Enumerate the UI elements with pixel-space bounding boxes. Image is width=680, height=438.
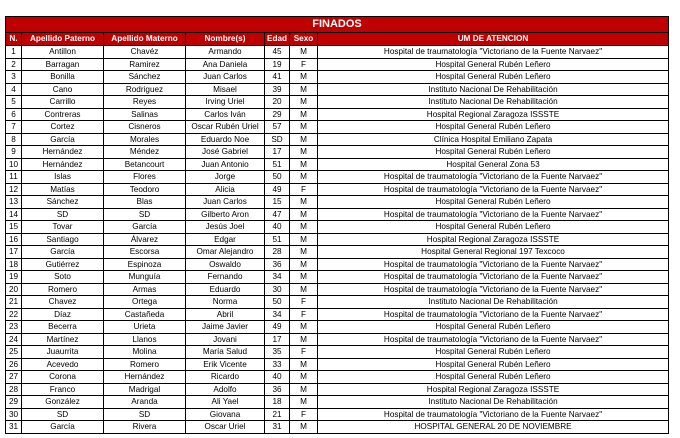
table-row (6, 96, 669, 109)
table-row (6, 358, 669, 371)
row-number: 21 (6, 296, 22, 309)
nombres-cell: Eduardo (186, 283, 265, 296)
table-row (6, 83, 669, 96)
row-number: 20 (6, 283, 22, 296)
table-row (6, 258, 669, 271)
apellido-materno-cell: Blas (104, 196, 186, 209)
table-row (6, 221, 669, 234)
sexo-cell: F (290, 58, 318, 71)
row-number: 30 (6, 408, 22, 421)
table-row (6, 333, 669, 346)
table-row (6, 396, 669, 409)
edad-cell: 47 (265, 208, 290, 221)
table-row (6, 208, 669, 221)
um-atencion-cell: Hospital General Rubén Leñero (318, 121, 669, 134)
sexo-cell: M (290, 121, 318, 134)
apellido-materno-cell: SD (104, 208, 186, 221)
nombres-cell: Erik Vicente (186, 358, 265, 371)
um-atencion-cell: Hospital de traumatología "Victoriano de la Fuente Narvaez" (318, 271, 669, 284)
table-body (6, 46, 669, 434)
sexo-cell: M (290, 196, 318, 209)
apellido-materno-cell: Rodriguez (104, 83, 186, 96)
edad-cell: 40 (265, 221, 290, 234)
sexo-cell: M (290, 271, 318, 284)
nombres-cell: Juan Antonio (186, 158, 265, 171)
sexo-cell: M (290, 221, 318, 234)
nombres-cell: Irving Uriel (186, 96, 265, 109)
apellido-paterno-cell: Cortez (22, 121, 104, 134)
um-atencion-cell: Hospital General Zona 53 (318, 158, 669, 171)
apellido-paterno-cell: SD (22, 408, 104, 421)
um-atencion-cell: Hospital General Rubén Leñero (318, 371, 669, 384)
table-row (6, 321, 669, 334)
sexo-cell: M (290, 46, 318, 59)
nombres-cell: Jovani (186, 333, 265, 346)
nombres-cell: Alicia (186, 183, 265, 196)
nombres-cell: Giovana (186, 408, 265, 421)
apellido-materno-cell: Méndez (104, 146, 186, 159)
apellido-materno-cell: Sánchez (104, 71, 186, 84)
apellido-paterno-cell: Barragan (22, 58, 104, 71)
apellido-materno-cell: Madrigal (104, 383, 186, 396)
apellido-paterno-cell: Juaurrita (22, 346, 104, 359)
edad-cell: 15 (265, 196, 290, 209)
nombres-cell: Juan Carlos (186, 71, 265, 84)
table-title: FINADOS (6, 17, 669, 33)
edad-cell: 30 (265, 283, 290, 296)
um-atencion-cell: Hospital de traumatología "Victoriano de la Fuente Narvaez" (318, 46, 669, 59)
apellido-paterno-cell: Matías (22, 183, 104, 196)
um-atencion-cell: Hospital de traumatología "Victoriano de la Fuente Narvaez" (318, 408, 669, 421)
table-row (6, 58, 669, 71)
nombres-cell: Ricardo (186, 371, 265, 384)
apellido-paterno-cell: González (22, 396, 104, 409)
row-number: 17 (6, 246, 22, 259)
table-row (6, 71, 669, 84)
apellido-materno-cell: Álvarez (104, 233, 186, 246)
sexo-cell: M (290, 133, 318, 146)
apellido-materno-cell: Teodoro (104, 183, 186, 196)
row-number: 15 (6, 221, 22, 234)
apellido-paterno-cell: Romero (22, 283, 104, 296)
edad-cell: 17 (265, 146, 290, 159)
nombres-cell: Oscar Uriel (186, 421, 265, 434)
um-atencion-cell: Hospital de traumatología "Victoriano de la Fuente Narvaez" (318, 258, 669, 271)
nombres-cell: Norma (186, 296, 265, 309)
sexo-cell: M (290, 283, 318, 296)
col-header-um-atencion: UM DE ATENCION (318, 33, 669, 46)
sexo-cell: M (290, 321, 318, 334)
sexo-cell: M (290, 383, 318, 396)
table-row (6, 133, 669, 146)
sexo-cell: F (290, 346, 318, 359)
table-row (6, 158, 669, 171)
col-header-apellido-paterno: Apellido Paterno (22, 33, 104, 46)
apellido-materno-cell: Espinoza (104, 258, 186, 271)
apellido-paterno-cell: Soto (22, 271, 104, 284)
um-atencion-cell: Clínica Hospital Emiliano Zapata (318, 133, 669, 146)
apellido-materno-cell: Chavéz (104, 46, 186, 59)
nombres-cell: Abril (186, 308, 265, 321)
um-atencion-cell: Hospital de traumatología "Victoriano de la Fuente Narvaez" (318, 333, 669, 346)
header-row (6, 33, 669, 46)
apellido-materno-cell: Betancourt (104, 158, 186, 171)
row-number: 11 (6, 171, 22, 184)
edad-cell: 19 (265, 58, 290, 71)
apellido-paterno-cell: Carrillo (22, 96, 104, 109)
nombres-cell: Armando (186, 46, 265, 59)
row-number: 7 (6, 121, 22, 134)
edad-cell: 50 (265, 171, 290, 184)
col-header-edad: Edad (265, 33, 290, 46)
edad-cell: 49 (265, 321, 290, 334)
um-atencion-cell: Hospital General Rubén Leñero (318, 71, 669, 84)
edad-cell: 33 (265, 358, 290, 371)
um-atencion-cell: Hospital General Regional 197 Texcoco (318, 246, 669, 259)
apellido-paterno-cell: Becerra (22, 321, 104, 334)
col-header-nombres: Nombre(s) (186, 33, 265, 46)
nombres-cell: María Salud (186, 346, 265, 359)
edad-cell: 29 (265, 108, 290, 121)
apellido-materno-cell: Castañeda (104, 308, 186, 321)
apellido-paterno-cell: García (22, 421, 104, 434)
apellido-materno-cell: SD (104, 408, 186, 421)
table-row (6, 146, 669, 159)
nombres-cell: Oswaldo (186, 258, 265, 271)
sexo-cell: M (290, 421, 318, 434)
edad-cell: 50 (265, 296, 290, 309)
apellido-materno-cell: Armas (104, 283, 186, 296)
apellido-materno-cell: Urieta (104, 321, 186, 334)
edad-cell: 36 (265, 383, 290, 396)
row-number: 28 (6, 383, 22, 396)
nombres-cell: Oscar Rubén Uriel (186, 121, 265, 134)
edad-cell: 49 (265, 183, 290, 196)
nombres-cell: José Gabriel (186, 146, 265, 159)
edad-cell: 20 (265, 96, 290, 109)
nombres-cell: Ana Daniela (186, 58, 265, 71)
edad-cell: 36 (265, 258, 290, 271)
col-header-sexo: Sexo (290, 33, 318, 46)
apellido-materno-cell: Cisneros (104, 121, 186, 134)
um-atencion-cell: Hospital Regional Zaragoza ISSSTE (318, 233, 669, 246)
row-number: 5 (6, 96, 22, 109)
apellido-materno-cell: Molina (104, 346, 186, 359)
sexo-cell: F (290, 308, 318, 321)
nombres-cell: Adolfo (186, 383, 265, 396)
sexo-cell: F (290, 183, 318, 196)
table-row (6, 383, 669, 396)
apellido-paterno-cell: Martínez (22, 333, 104, 346)
table-row (6, 108, 669, 121)
um-atencion-cell: Instituto Nacional De Rehabilitación (318, 296, 669, 309)
sexo-cell: M (290, 208, 318, 221)
row-number: 26 (6, 358, 22, 371)
sexo-cell: M (290, 146, 318, 159)
um-atencion-cell: Hospital General Rubén Leñero (318, 221, 669, 234)
edad-cell: 41 (265, 71, 290, 84)
apellido-materno-cell: Salinas (104, 108, 186, 121)
apellido-materno-cell: Llanos (104, 333, 186, 346)
sexo-cell: F (290, 408, 318, 421)
edad-cell: 40 (265, 371, 290, 384)
apellido-paterno-cell: SD (22, 208, 104, 221)
col-header-apellido-materno: Apellido Materno (104, 33, 186, 46)
edad-cell: 28 (265, 246, 290, 259)
sexo-cell: M (290, 96, 318, 109)
apellido-materno-cell: Aranda (104, 396, 186, 409)
edad-cell: 45 (265, 46, 290, 59)
um-atencion-cell: Instituto Nacional De Rehabilitación (318, 396, 669, 409)
sexo-cell: M (290, 83, 318, 96)
nombres-cell: Fernando (186, 271, 265, 284)
table-row (6, 46, 669, 59)
apellido-paterno-cell: Antillon (22, 46, 104, 59)
row-number: 1 (6, 46, 22, 59)
edad-cell: 39 (265, 83, 290, 96)
table-row (6, 121, 669, 134)
nombres-cell: Juan Carlos (186, 196, 265, 209)
um-atencion-cell: Hospital General Rubén Leñero (318, 346, 669, 359)
row-number: 27 (6, 371, 22, 384)
apellido-paterno-cell: Sánchez (22, 196, 104, 209)
row-number: 19 (6, 271, 22, 284)
um-atencion-cell: Hospital de traumatología "Victoriano de la Fuente Narvaez" (318, 283, 669, 296)
um-atencion-cell: Instituto Nacional De Rehabilitación (318, 96, 669, 109)
table-row (6, 308, 669, 321)
row-number: 16 (6, 233, 22, 246)
sexo-cell: M (290, 396, 318, 409)
apellido-materno-cell: Rivera (104, 421, 186, 434)
row-number: 24 (6, 333, 22, 346)
um-atencion-cell: Hospital Regional Zaragoza ISSSTE (318, 108, 669, 121)
row-number: 6 (6, 108, 22, 121)
row-number: 14 (6, 208, 22, 221)
row-number: 23 (6, 321, 22, 334)
apellido-materno-cell: Hernández (104, 371, 186, 384)
sexo-cell: M (290, 333, 318, 346)
sexo-cell: M (290, 371, 318, 384)
apellido-paterno-cell: Contreras (22, 108, 104, 121)
table-row (6, 233, 669, 246)
apellido-materno-cell: Ramirez (104, 58, 186, 71)
row-number: 12 (6, 183, 22, 196)
um-atencion-cell: Hospital General Rubén Leñero (318, 58, 669, 71)
apellido-paterno-cell: Chavez (22, 296, 104, 309)
sexo-cell: M (290, 246, 318, 259)
row-number: 2 (6, 58, 22, 71)
apellido-paterno-cell: Franco (22, 383, 104, 396)
apellido-materno-cell: García (104, 221, 186, 234)
apellido-materno-cell: Reyes (104, 96, 186, 109)
finados-table-container (5, 16, 668, 434)
title-row (6, 17, 669, 33)
apellido-materno-cell: Morales (104, 133, 186, 146)
table-row (6, 421, 669, 434)
row-number: 31 (6, 421, 22, 434)
table-row (6, 183, 669, 196)
apellido-paterno-cell: Santiago (22, 233, 104, 246)
finados-table (5, 16, 669, 434)
table-row (6, 283, 669, 296)
apellido-paterno-cell: Bonilla (22, 71, 104, 84)
um-atencion-cell: Hospital General Rubén Leñero (318, 321, 669, 334)
nombres-cell: Jesús Joel (186, 221, 265, 234)
sexo-cell: M (290, 258, 318, 271)
col-header-number: N. (6, 33, 22, 46)
sexo-cell: M (290, 233, 318, 246)
nombres-cell: Ali Yael (186, 396, 265, 409)
um-atencion-cell: HOSPITAL GENERAL 20 DE NOVIEMBRE (318, 421, 669, 434)
apellido-paterno-cell: Corona (22, 371, 104, 384)
edad-cell: 51 (265, 233, 290, 246)
table-row (6, 371, 669, 384)
row-number: 22 (6, 308, 22, 321)
nombres-cell: Jorge (186, 171, 265, 184)
apellido-paterno-cell: Cano (22, 83, 104, 96)
apellido-paterno-cell: Acevedo (22, 358, 104, 371)
um-atencion-cell: Hospital General Rubén Leñero (318, 146, 669, 159)
sexo-cell: M (290, 71, 318, 84)
apellido-paterno-cell: García (22, 133, 104, 146)
sexo-cell: M (290, 158, 318, 171)
edad-cell: 18 (265, 396, 290, 409)
um-atencion-cell: Hospital de traumatología "Victoriano de la Fuente Narvaez" (318, 183, 669, 196)
edad-cell: 57 (265, 121, 290, 134)
apellido-paterno-cell: Hernández (22, 158, 104, 171)
apellido-materno-cell: Flores (104, 171, 186, 184)
nombres-cell: Gilberto Aron (186, 208, 265, 221)
nombres-cell: Carlos Iván (186, 108, 265, 121)
row-number: 4 (6, 83, 22, 96)
apellido-materno-cell: Escorsa (104, 246, 186, 259)
um-atencion-cell: Hospital de traumatología "Victoriano de la Fuente Narvaez" (318, 308, 669, 321)
sexo-cell: M (290, 171, 318, 184)
apellido-paterno-cell: Tovar (22, 221, 104, 234)
table-row (6, 346, 669, 359)
row-number: 13 (6, 196, 22, 209)
table-row (6, 296, 669, 309)
apellido-paterno-cell: Gutiérrez (22, 258, 104, 271)
row-number: 8 (6, 133, 22, 146)
table-row (6, 271, 669, 284)
nombres-cell: Misael (186, 83, 265, 96)
table-row (6, 246, 669, 259)
edad-cell: 35 (265, 346, 290, 359)
nombres-cell: Jaime Javier (186, 321, 265, 334)
row-number: 29 (6, 396, 22, 409)
um-atencion-cell: Instituto Nacional De Rehabilitación (318, 83, 669, 96)
apellido-paterno-cell: Hernández (22, 146, 104, 159)
edad-cell: SD (265, 133, 290, 146)
table-row (6, 408, 669, 421)
row-number: 9 (6, 146, 22, 159)
nombres-cell: Omar Alejandro (186, 246, 265, 259)
edad-cell: 51 (265, 158, 290, 171)
apellido-paterno-cell: Islas (22, 171, 104, 184)
row-number: 18 (6, 258, 22, 271)
edad-cell: 21 (265, 408, 290, 421)
edad-cell: 31 (265, 421, 290, 434)
sexo-cell: F (290, 296, 318, 309)
nombres-cell: Eduardo Noe (186, 133, 265, 146)
apellido-paterno-cell: García (22, 246, 104, 259)
sexo-cell: M (290, 108, 318, 121)
table-row (6, 196, 669, 209)
sexo-cell: M (290, 358, 318, 371)
apellido-materno-cell: Romero (104, 358, 186, 371)
edad-cell: 34 (265, 308, 290, 321)
row-number: 3 (6, 71, 22, 84)
um-atencion-cell: Hospital General Rubén Leñero (318, 358, 669, 371)
table-row (6, 171, 669, 184)
um-atencion-cell: Hospital Regional Zaragoza ISSSTE (318, 383, 669, 396)
nombres-cell: Edgar (186, 233, 265, 246)
apellido-paterno-cell: Díaz (22, 308, 104, 321)
row-number: 10 (6, 158, 22, 171)
row-number: 25 (6, 346, 22, 359)
um-atencion-cell: Hospital de traumatología "Victoriano de la Fuente Narvaez" (318, 208, 669, 221)
apellido-materno-cell: Ortega (104, 296, 186, 309)
edad-cell: 17 (265, 333, 290, 346)
apellido-materno-cell: Munguía (104, 271, 186, 284)
um-atencion-cell: Hospital General Rubén Leñero (318, 196, 669, 209)
um-atencion-cell: Hospital de traumatología "Victoriano de la Fuente Narvaez" (318, 171, 669, 184)
edad-cell: 34 (265, 271, 290, 284)
